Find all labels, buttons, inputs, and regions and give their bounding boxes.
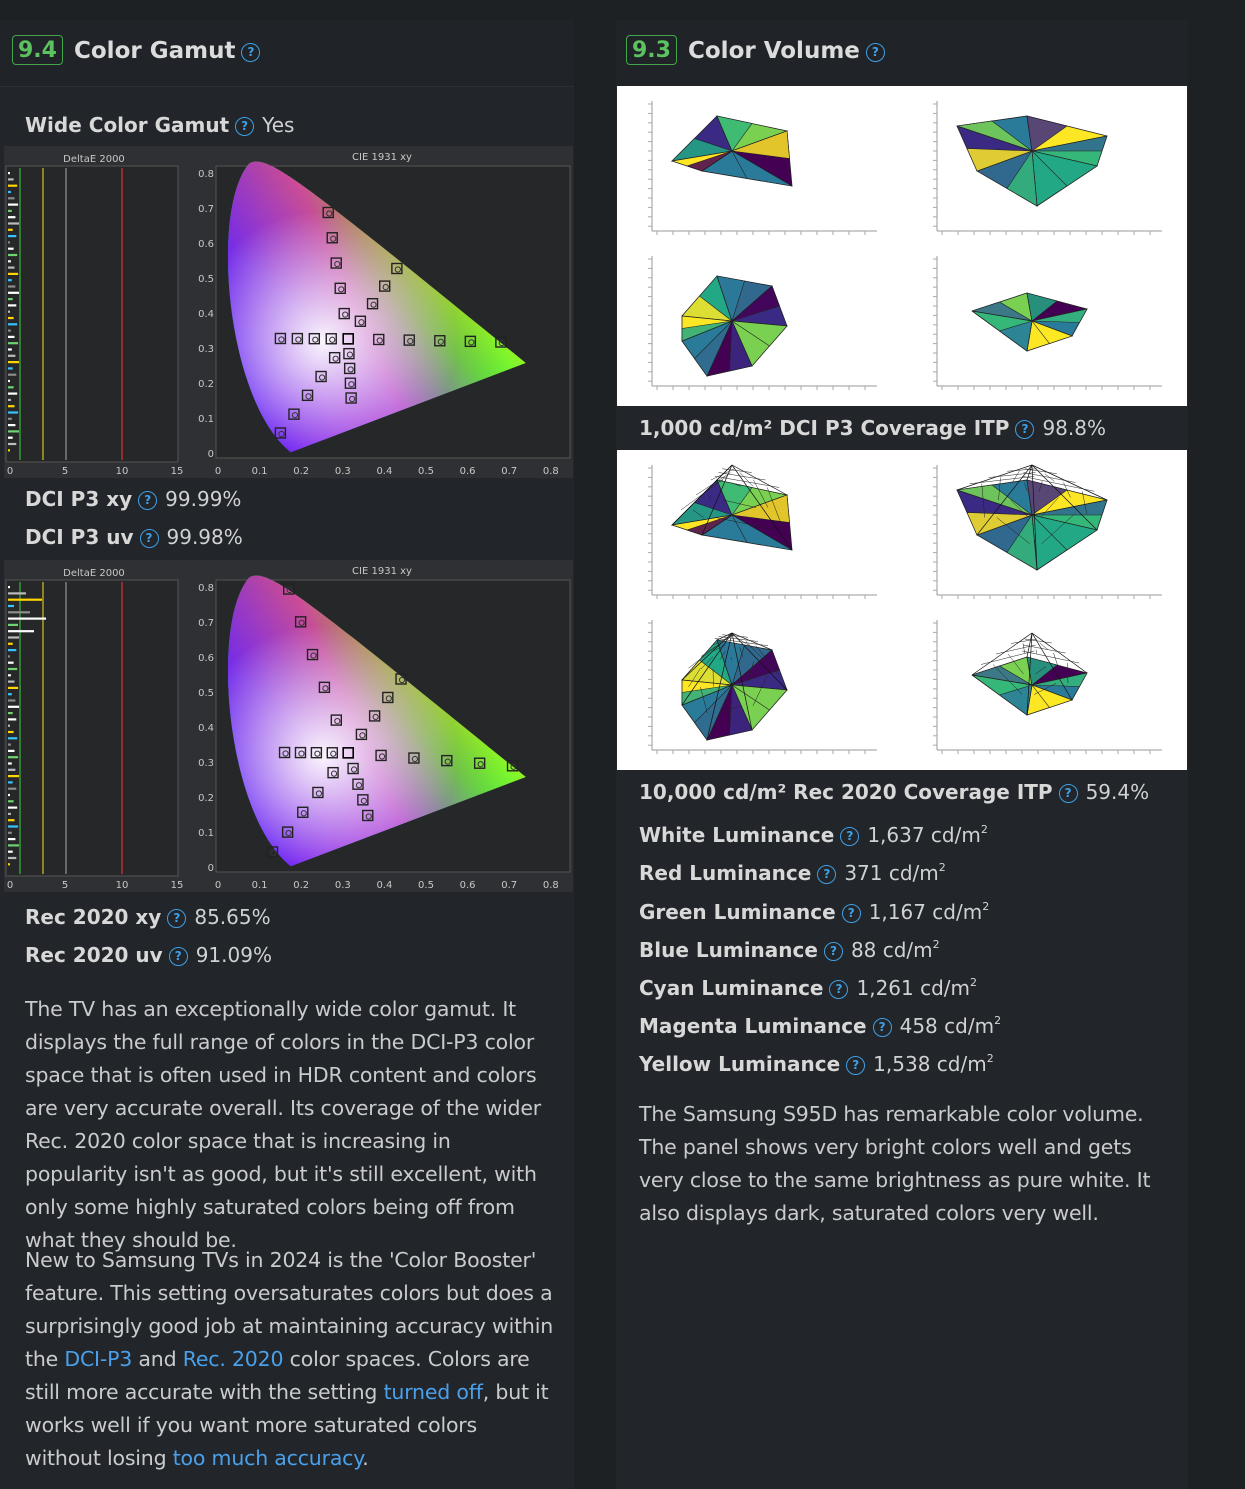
cie-y-tick: 0.1 (198, 414, 214, 425)
dci-p3-gamut-chart (4, 146, 573, 478)
help-icon[interactable]: ? (169, 947, 188, 966)
deltae-panel (6, 166, 178, 462)
color-volume-1000-image (617, 86, 1187, 406)
cie-x-tick: 0.1 (251, 880, 268, 891)
turned-off-link[interactable]: turned off (383, 1380, 483, 1404)
deltae-bar (8, 273, 18, 275)
cie-x-tick: 0.7 (501, 880, 518, 891)
deltae-bar (8, 380, 10, 382)
deltae-bar (8, 624, 18, 626)
deltae-bar (8, 605, 14, 607)
deltae-bar (8, 611, 30, 613)
deltae-bar (8, 411, 18, 413)
cie-y-tick: 0.6 (198, 653, 214, 664)
help-icon[interactable]: ? (138, 491, 157, 510)
help-icon[interactable]: ? (817, 865, 836, 884)
color-gamut-section (0, 20, 574, 1489)
deltae-bar (8, 825, 18, 827)
help-icon[interactable]: ? (235, 117, 254, 136)
cie-x-tick: 0.6 (459, 466, 476, 477)
cie-y-tick: 0 (207, 449, 214, 460)
deltae-bar (8, 687, 18, 689)
deltae-bar (8, 844, 19, 846)
cie-x-tick: 0.4 (376, 880, 393, 891)
magenta-luminance-row: Magenta Luminance ? 458 $cd/m^2$ (639, 1014, 1002, 1038)
deltae-bar (8, 737, 17, 739)
cie-x-tick: 0.1 (251, 466, 268, 477)
itp-10000-label: 10,000 cd/m² Rec 2020 Coverage ITP (639, 780, 1053, 804)
deltae-bar (8, 418, 12, 420)
deltae-bar (8, 775, 19, 777)
deltae-bar (8, 863, 10, 865)
deltae-bar (8, 386, 14, 388)
deltae-bar (8, 586, 10, 588)
cie-x-tick: 0 (214, 466, 222, 477)
deltae-bar (8, 393, 17, 395)
help-icon[interactable]: ? (873, 1018, 892, 1037)
deltae-bar (8, 744, 11, 746)
wire-line (1012, 471, 1019, 482)
deltae-bar (8, 222, 19, 224)
deltae-bar (8, 838, 15, 840)
cie-x-tick: 0.4 (376, 466, 393, 477)
deltae-tick: 10 (115, 880, 129, 891)
wire-line (1036, 650, 1037, 654)
cie-x-tick: 0.2 (293, 466, 310, 477)
deltae-bar (8, 216, 15, 218)
deltae-tick: 5 (61, 880, 69, 891)
dci-xy-value: 99.99% (165, 487, 242, 511)
deltae-bar (8, 813, 11, 815)
deltae-bar (8, 317, 14, 319)
color-booster-text: New to Samsung TVs in 2024 is the 'Color Booster' feature. This setting oversaturates colors but does a surprisingly good job at maintaining accuracy within the DCI-P3 and Rec. 2020 color spaces. Colors are still more accurate with the setting turned off, but it works well if you want more saturated colors without losing too much accuracy. (25, 1248, 553, 1470)
deltae-bar (8, 304, 16, 306)
rec2020-gamut-chart (4, 560, 573, 892)
itp-1000-row (639, 415, 1106, 441)
color-volume-text: The Samsung S95D has remarkable color volume. The panel shows very bright colors well and gets very close to the same brightness as pure white. It also displays dark, saturated colors very well. (639, 1102, 1151, 1225)
deltae-bar (8, 643, 13, 645)
cie-y-tick: 0.4 (198, 309, 214, 320)
cie-y-tick: 0.7 (198, 204, 214, 215)
dci-p3-link[interactable]: DCI-P3 (64, 1347, 133, 1371)
deltae-bar (8, 210, 12, 212)
deltae-bar (8, 185, 17, 187)
deltae-bar (8, 191, 11, 193)
deltae-tick: 15 (170, 880, 184, 891)
deltae-bar (8, 636, 19, 638)
cie-x-tick: 0 (214, 880, 222, 891)
deltae-bar (8, 599, 42, 601)
color-volume-section (616, 20, 1188, 1489)
deltae-bar (8, 204, 18, 206)
wire-line (1024, 645, 1066, 653)
wide-color-gamut-value: Yes (262, 113, 295, 137)
deltae-tick: 10 (115, 466, 129, 477)
deltae-bar (8, 405, 15, 407)
dci-uv-row (25, 524, 243, 550)
cie-y-tick: 0.7 (198, 618, 214, 629)
deltae-bar (8, 674, 11, 676)
deltae-bar (8, 323, 17, 325)
rec-uv-row (25, 942, 272, 968)
itp-10000-value: 59.4% (1085, 780, 1150, 804)
cie-y-tick: 0.8 (198, 169, 214, 180)
deltae-panel (6, 580, 178, 876)
deltae-bar (8, 348, 12, 350)
cie-x-tick: 0.5 (418, 466, 434, 477)
deltae-tick: 5 (61, 466, 69, 477)
gamut-chart-svg (4, 560, 573, 892)
deltae-bar (8, 361, 19, 363)
deltae-bar (8, 437, 13, 439)
cie-x-tick: 0.3 (334, 880, 351, 891)
deltae-title: DeltaE 2000 (63, 154, 125, 165)
too-much-accuracy-link[interactable]: too much accuracy (172, 1446, 363, 1470)
cie-x-tick: 0.6 (459, 880, 476, 891)
deltae-bar (8, 449, 10, 451)
help-icon[interactable]: ? (846, 1056, 865, 1075)
deltae-bar (8, 285, 15, 287)
deltae-bar (8, 662, 14, 664)
green-luminance-row: Green Luminance ? 1,167 $cd/m^2$ (639, 900, 990, 924)
cie-title: CIE 1931 xy (352, 152, 412, 163)
wire-line (1011, 639, 1037, 644)
rec-uv-value: 91.09% (195, 943, 272, 967)
cie-x-tick: 0.5 (418, 880, 434, 891)
deltae-bar (8, 618, 46, 620)
deltae-bar (8, 172, 10, 174)
deltae-bar (8, 374, 16, 376)
rec-2020-link[interactable]: Rec. 2020 (182, 1347, 284, 1371)
deltae-bar (8, 367, 13, 369)
deltae-bar (8, 267, 15, 269)
deltae-bar (8, 693, 12, 695)
deltae-bar (8, 355, 15, 357)
gamut-chart-svg (4, 146, 573, 478)
deltae-bar (8, 668, 17, 670)
deltae-bar (8, 788, 16, 790)
deltae-bar (8, 292, 19, 294)
deltae-bar (8, 706, 19, 708)
help-icon[interactable]: ? (140, 529, 159, 548)
deltae-bar (8, 725, 10, 727)
deltae-bar (8, 655, 10, 657)
deltae-bar (8, 241, 10, 243)
wide-color-gamut-label: Wide Color Gamut (25, 113, 230, 137)
cie-y-tick: 0.2 (198, 379, 214, 390)
color-gamut-title[interactable]: Color Gamut (74, 38, 236, 64)
deltae-bar (8, 235, 16, 237)
deltae-bar (8, 424, 15, 426)
deltae-bar (8, 681, 15, 683)
cie-y-tick: 0 (207, 863, 214, 874)
rec-xy-label: Rec 2020 xy (25, 905, 162, 929)
rec-xy-value: 85.65% (194, 905, 271, 929)
deltae-bar (8, 649, 16, 651)
deltae-bar (8, 430, 19, 432)
deltae-bar (8, 248, 14, 250)
deltae-bar (8, 197, 15, 199)
color-volume-title[interactable]: Color Volume (688, 38, 860, 64)
yellow-luminance-row: Yellow Luminance ? 1,538 $cd/m^2$ (639, 1052, 994, 1076)
deltae-bar (8, 731, 14, 733)
deltae-bar (8, 769, 15, 771)
deltae-bar (8, 336, 15, 338)
deltae-title: DeltaE 2000 (63, 568, 125, 579)
deltae-bar (8, 712, 13, 714)
cie-y-tick: 0.3 (198, 344, 214, 355)
deltae-bar (8, 260, 11, 262)
help-icon[interactable]: ? (1015, 420, 1034, 439)
cie-y-tick: 0.2 (198, 793, 214, 804)
deltae-bar (8, 794, 10, 796)
deltae-bar (8, 330, 11, 332)
blue-luminance-row: Blue Luminance ? 88 $cd/m^2$ (639, 938, 940, 962)
cie-y-tick: 0.6 (198, 239, 214, 250)
deltae-bar (8, 311, 10, 313)
cie-x-tick: 0.3 (334, 466, 351, 477)
deltae-bar (8, 342, 18, 344)
cie-y-tick: 0.1 (198, 828, 214, 839)
deltae-bar (8, 851, 13, 853)
deltae-bar (8, 279, 12, 281)
red-luminance-row: Red Luminance ? 371 $cd/m^2$ (639, 861, 946, 885)
help-icon[interactable]: ? (840, 827, 859, 846)
deltae-bar (8, 762, 12, 764)
color-gamut-header (0, 20, 574, 87)
cie-y-tick: 0.5 (198, 274, 214, 285)
deltae-bar (8, 399, 11, 401)
itp-1000-value: 98.8% (1042, 416, 1106, 440)
dci-uv-value: 99.98% (166, 525, 243, 549)
color-volume-10000-image (617, 450, 1187, 770)
deltae-bar (8, 699, 15, 701)
cyan-luminance-row: Cyan Luminance ? 1,261 $cd/m^2$ (639, 976, 978, 1000)
help-icon[interactable]: ? (866, 43, 885, 62)
deltae-tick: 0 (6, 466, 14, 477)
color-gamut-score: 9.4 (12, 35, 63, 65)
rec-xy-row (25, 904, 271, 930)
deltae-bar (8, 781, 13, 783)
color-volume-plot-svg (617, 86, 1187, 406)
cie-y-tick: 0.8 (198, 583, 214, 594)
deltae-bar (8, 178, 14, 180)
cie-title: CIE 1931 xy (352, 566, 412, 577)
itp-10000-row (639, 779, 1149, 805)
deltae-bar (8, 807, 17, 809)
deltae-bar (8, 229, 13, 231)
white-luminance-row: White Luminance ? 1,637 $cd/m^2$ (639, 823, 988, 847)
dci-xy-label: DCI P3 xy (25, 487, 133, 511)
color-volume-header (616, 20, 1188, 87)
color-volume-plot-svg (617, 450, 1187, 770)
help-icon[interactable]: ? (167, 909, 186, 928)
help-icon[interactable]: ? (241, 43, 260, 62)
help-icon[interactable]: ? (824, 942, 843, 961)
color-volume-score: 9.3 (626, 35, 677, 65)
help-icon[interactable]: ? (829, 980, 848, 999)
deltae-bar (8, 630, 34, 632)
deltae-tick: 0 (6, 880, 14, 891)
cie-x-tick: 0.8 (542, 466, 559, 477)
help-icon[interactable]: ? (1059, 784, 1078, 803)
wire-line (1025, 639, 1052, 643)
deltae-tick: 15 (170, 466, 184, 477)
cie-x-tick: 0.8 (542, 880, 559, 891)
cie-x-tick: 0.7 (501, 466, 518, 477)
deltae-bar (8, 254, 17, 256)
itp-1000-label: 1,000 cd/m² DCI P3 Coverage ITP (639, 416, 1010, 440)
deltae-bar (8, 756, 18, 758)
color-gamut-text: The TV has an exceptionally wide color gamut. It displays the full range of colors in the DCI-P3 color space that is often used in HDR content and colors are very accurate overall. Its coverage of the wider Rec. 2020 color space that is increasing in popularity isn't as good, but it's still excellent, with only some highly saturated colors being off from what they should be. (25, 997, 541, 1252)
dci-xy-row (25, 486, 241, 512)
help-icon[interactable]: ? (842, 904, 861, 923)
wide-color-gamut-row (25, 112, 294, 138)
deltae-bar (8, 718, 16, 720)
cie-x-tick: 0.2 (293, 880, 310, 891)
deltae-bar (8, 832, 12, 834)
deltae-bar (8, 592, 26, 594)
cie-y-tick: 0.4 (198, 723, 214, 734)
rec-uv-label: Rec 2020 uv (25, 943, 163, 967)
deltae-bar (8, 819, 15, 821)
deltae-bar (8, 298, 13, 300)
deltae-bar (8, 800, 14, 802)
dci-uv-label: DCI P3 uv (25, 525, 134, 549)
deltae-bar (8, 857, 16, 859)
cie-y-tick: 0.3 (198, 758, 214, 769)
deltae-bar (8, 443, 16, 445)
deltae-bar (8, 750, 15, 752)
cie-y-tick: 0.5 (198, 688, 214, 699)
